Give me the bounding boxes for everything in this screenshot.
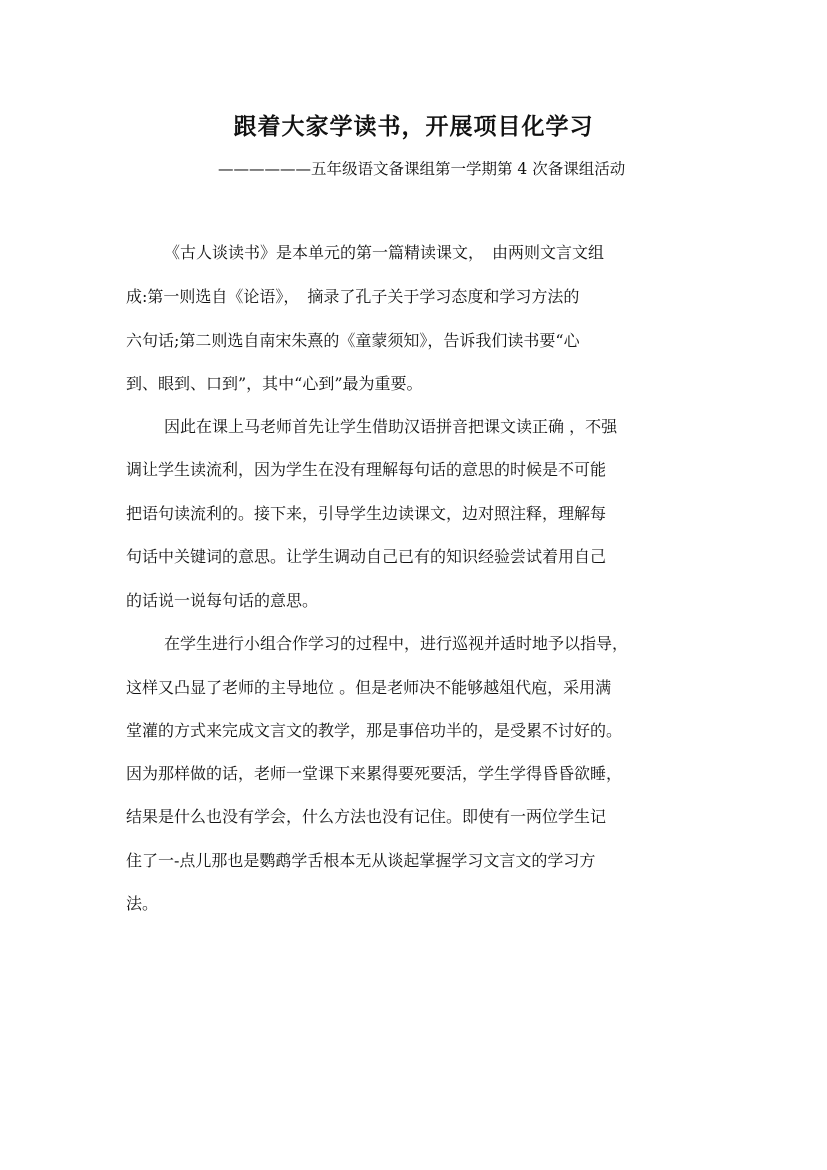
- paragraph-2-line-2: 调让学生读流利，因为学生在没有理解每句话的意思的时候是不可能: [126, 460, 607, 479]
- paragraph-3-line-5: 结果是什么也没有学会，什么方法也没有记住。即使有一两位学生记: [126, 807, 607, 826]
- paragraph-3-line-6: 住了一-点儿那也是鹦鹉学舌根本无从谈起掌握学习文言文的学习方: [126, 851, 596, 870]
- page-title: 跟着大家学读书，开展项目化学习: [233, 114, 594, 140]
- paragraph-3-line-1: 在学生进行小组合作学习的过程中，进行巡视并适时地予以指导，: [164, 634, 629, 653]
- paragraph-2-line-1: 因此在课上马老师首先让学生借助汉语拼音把课文读正确 ，不强: [164, 417, 618, 436]
- paragraph-3-line-7: 法。: [126, 894, 159, 913]
- paragraph-3-line-3: 堂灌的方式来完成文言文的教学，那是事倍功半的，是受累不讨好的。: [126, 721, 623, 740]
- paragraph-2-line-4: 句话中关键词的意思。让学生调动自己已有的知识经验尝试着用自己: [126, 547, 607, 566]
- page-subtitle: ——————五年级语文备课组第一学期第 4 次备课组活动: [218, 160, 626, 178]
- paragraph-1-line-4: 到、眼到、口到”，其中“心到”最为重要。: [126, 374, 423, 393]
- paragraph-1-line-2: 成:第一则选自《论语》， 摘录了孔子关于学习态度和学习方法的: [126, 287, 580, 306]
- paragraph-1-line-1: 《古人谈读书》是本单元的第一篇精读课文， 由两则文言文组: [164, 243, 605, 262]
- paragraph-3-line-2: 这样又凸显了老师的主导地位 。但是老师决不能够越俎代庖，采用满: [126, 678, 612, 697]
- paragraph-1-line-3: 六句话;第二则选自南宋朱熹的《童蒙须知》，告诉我们读书要“心: [126, 331, 580, 350]
- paragraph-3-line-4: 因为那样做的话，老师一堂课下来累得要死要活，学生学得昏昏欲睡，: [126, 764, 623, 783]
- paragraph-2-line-3: 把语句读流利的。接下来，引导学生边读课文，边对照注释，理解每: [126, 504, 607, 523]
- paragraph-2-line-5: 的话说一说每句话的意思。: [126, 591, 319, 610]
